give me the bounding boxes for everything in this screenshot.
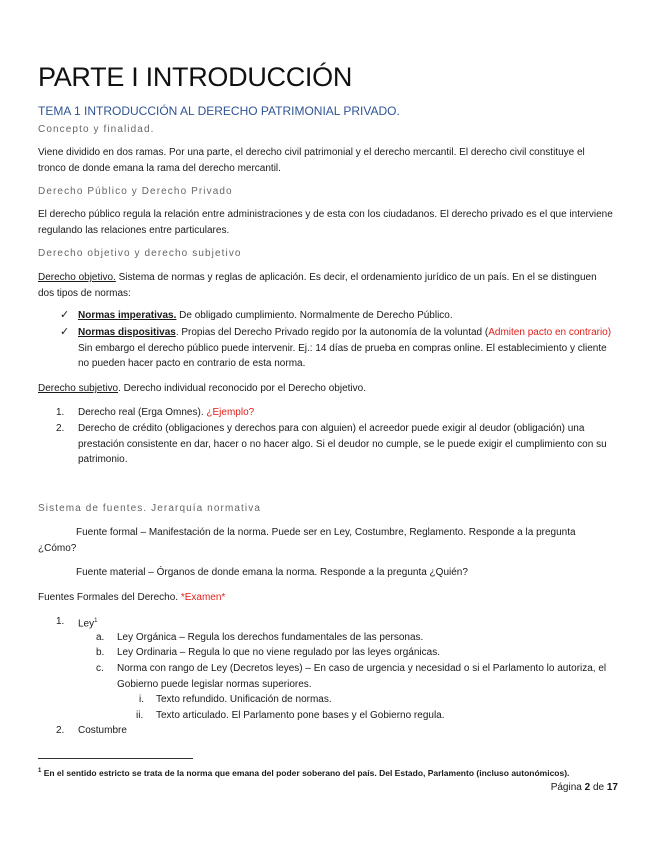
list-item-normas-imperativas [78,308,613,324]
list-number: 2. [56,725,65,736]
checkmark-icon: ✓ [60,326,70,338]
highlight-examen: *Examen* [180,592,226,603]
definition-derecho-objetivo: Sistema de normas y reglas de aplicación. Es decir, el ordenamiento jurídico de un país. En el se distinguen dos tipos de normas: [38,272,597,299]
highlight-pacto-contrario: Admiten pacto en contrario) [488,327,612,338]
topic-heading: TEMA 1 INTRODUCCIÓN AL DERECHO PATRIMONIAL PRIVADO. [38,104,400,118]
paragraph-fuentes-formales [38,590,613,606]
footnote [38,768,569,778]
footnote-text: En el sentido estricto se trata de la norma que emana del poder soberano del país. Del Estado, Parlamento (incluso autonómicos). [41,768,570,778]
term-derecho-subjetivo: Derecho subjetivo [38,383,119,394]
section-heading-concepto: Concepto y finalidad. [38,124,155,135]
page-current: 2 [584,782,591,793]
list-number: 1. [56,616,65,627]
list-item-derecho-real [78,405,613,421]
list-item-normas-dispositivas [78,325,613,372]
list-item-costumbre: Costumbre [78,725,127,736]
list-number: 2. [56,423,65,434]
paragraph-derecho-objetivo [38,270,613,301]
section-heading-objetivo-subjetivo: Derecho objetivo y derecho subjetivo [38,248,242,259]
list-item-ley-ordinaria: Ley Ordinaria – Regula lo que no viene regulado por las leyes orgánicas. [117,647,440,658]
definition-normas-dispositivas: . Propias del Derecho Privado regido por la autonomía de la voluntad ( [175,327,489,338]
definition-normas-imperativas: De obligado cumplimiento. Normalmente de Derecho Público. [176,310,453,321]
list-item-derecho-credito: Derecho de crédito (obligaciones y derechos para con alguien) el acreedor puede exigir al deudor (obligación) una prestación consistente en dar, hacer o no hacer algo. Si el deudor no cumple, se le puede exigir el cumplimiento con su patrimonio. [78,423,607,465]
list-item-norma-rango-ley: Norma con rango de Ley (Decretos leyes) – En caso de urgencia y necesidad o si el Parlamento lo autoriza, el Gobierno puede legislar normas superiores. [117,663,607,690]
section-heading-fuentes: Sistema de fuentes. Jerarquía normativa [38,503,261,514]
list-item-text: Derecho real (Erga Omnes). [78,407,207,418]
list-roman: ii. [136,710,144,721]
paragraph-concepto: Viene dividido en dos ramas. Por una parte, el derecho civil patrimonial y el derecho mercantil. El derecho civil constituye el tronco de donde emana la rama del derecho mercantil. [38,147,585,174]
page-prefix: Página [550,782,585,793]
ley-label: Ley [78,618,95,630]
paragraph-publico-privado: El derecho público regula la relación entre administraciones y de esta con los ciudadanos. El derecho privado es el que interviene regulando las relaciones entre particulares. [38,209,613,236]
paragraph-fuente-material: Fuente material – Órganos de donde emana la norma. Responde a la pregunta ¿Quién? [76,567,468,578]
paragraph-fuente-formal: Fuente formal – Manifestación de la norma. Puede ser en Ley, Costumbre, Reglamento. Responde a la pregunta ¿Cómo? [38,527,576,554]
term-derecho-objetivo: Derecho objetivo. [38,272,116,283]
list-item-texto-articulado: Texto articulado. El Parlamento pone bases y el Gobierno regula. [156,710,445,721]
term-normas-dispositivas: Normas dispositivas [78,327,176,338]
list-letter: a. [96,632,105,643]
list-item-ley [78,614,97,632]
page-number [551,782,618,793]
highlight-ejemplo: ¿Ejemplo? [206,407,255,418]
fuentes-formales-label: Fuentes Formales del Derecho. [38,592,181,603]
section-heading-publico-privado: Derecho Público y Derecho Privado [38,186,233,197]
footnote-number: 1 [38,768,42,775]
footnote-ref: 1 [94,618,98,624]
page-middle: de [590,782,607,793]
page-total: 17 [606,782,618,793]
definition-normas-dispositivas-cont: Sin embargo el derecho público puede intervenir. Ej.: 14 días de prueba en compras online. El establecimiento y cliente no pueden hacer pacto en contrario de esta norma. [78,342,607,369]
list-number: 1. [56,407,65,418]
list-letter: b. [96,647,105,658]
paragraph-derecho-subjetivo [38,381,613,397]
footnote-separator [38,758,193,759]
page-title: PARTE I INTRODUCCIÓN [38,62,353,92]
checkmark-icon: ✓ [60,309,70,321]
definition-derecho-subjetivo: . Derecho individual reconocido por el Derecho objetivo. [118,383,366,394]
list-item-texto-refundido: Texto refundido. Unificación de normas. [156,694,332,705]
list-roman: i. [139,694,144,705]
list-letter: c. [96,663,104,674]
list-item-ley-organica: Ley Orgánica – Regula los derechos fundamentales de las personas. [117,632,424,643]
term-normas-imperativas: Normas imperativas. [78,310,177,321]
